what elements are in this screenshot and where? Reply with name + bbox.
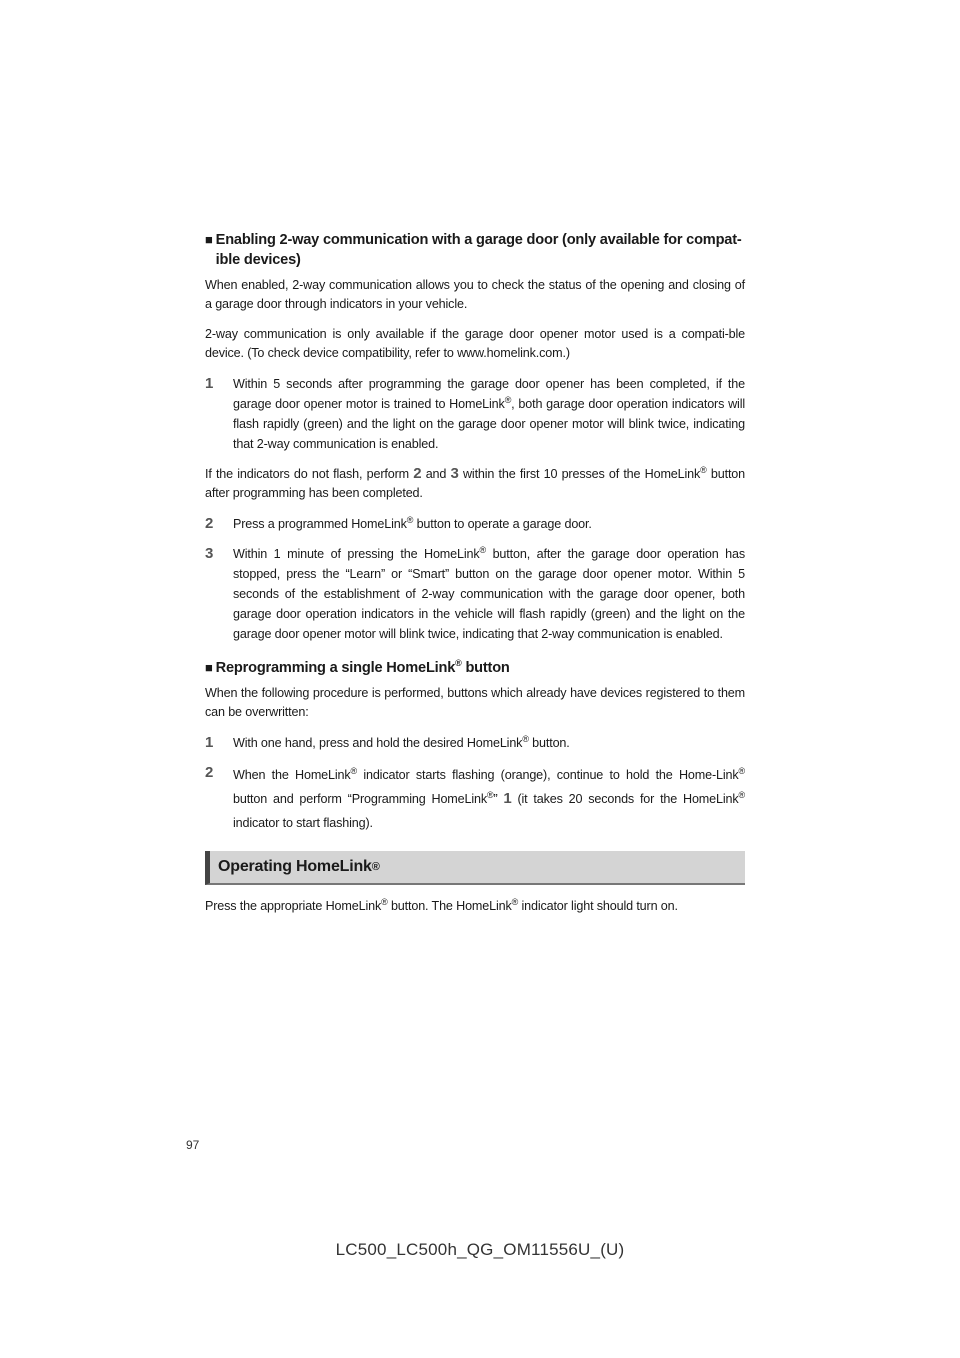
step-number: 2	[205, 515, 214, 532]
step-text: Within 5 seconds after programming the garage door opener has been completed, if the garage door opener motor is trained to HomeLink®, both garage door operation indicators will flash rapidly (green) and the light on the garage door opener motor will blink twice, indicating that 2-way communication is enabled.	[233, 377, 745, 451]
step-number: 1	[205, 734, 214, 751]
step-text: Within 1 minute of pressing the HomeLink® button, after the garage door operation has stopped, press the “Learn” or “Smart” button on the garage door opener motor. Within 5 seconds of the establishment of 2-way communication with the garage door opener, both garage door operation indicators in the vehicle will flash rapidly (green) and the light on the garage door opener motor will blink twice, indicating that 2-way communication is enabled.	[233, 544, 745, 641]
section-heading-reprogramming: ■ Reprogramming a single HomeLink® button	[205, 658, 510, 676]
square-bullet-icon: ■	[205, 660, 213, 675]
operating-homelink-header: Operating HomeLink ®	[205, 851, 745, 885]
step-text: With one hand, press and hold the desired HomeLink® button.	[233, 733, 570, 750]
paragraph-if-no-flash: If the indicators do not flash, perform 2 and 3 within the first 10 presses of the HomeLink® button after programming has been completed.	[205, 464, 746, 500]
page-number: 97	[186, 1138, 200, 1152]
step-1-reprogramming	[205, 733, 745, 753]
step-number: 1	[205, 375, 214, 392]
page-content	[205, 230, 745, 927]
paragraph-reprogramming-intro: When the following procedure is performed, buttons which already have devices registered to them can be overwritten:	[205, 686, 745, 719]
step-2-reprogramming	[205, 763, 745, 835]
step-text: Press a programmed HomeLink® button to operate a garage door.	[233, 514, 592, 531]
paragraph-operating: Press the appropriate HomeLink® button. The HomeLink® indicator light should turn on.	[205, 896, 678, 913]
section-heading-2way: ■ Enabling 2-way communication with a garage door (only available for compat-ible devices)	[205, 232, 742, 268]
step-number: 2	[205, 764, 214, 781]
paragraph-2way-compat: 2-way communication is only available if the garage door opener motor used is a compati-ble device. (To check device compatibility, refer to www.homelink.com.)	[205, 327, 745, 360]
step-2-2way	[205, 514, 745, 534]
step-number: 3	[205, 545, 214, 562]
step-1-2way	[205, 374, 745, 454]
square-bullet-icon: ■	[205, 232, 213, 247]
step-text: When the HomeLink® indicator starts flashing (orange), continue to hold the Home-Link® button and perform “Programming HomeLink®” 1 (it takes 20 seconds for the HomeLink® indicator to start flashing).	[233, 765, 745, 830]
step-3-2way	[205, 544, 745, 644]
paragraph-2way-intro: When enabled, 2-way communication allows you to check the status of the opening and closing of a garage door through indicators in your vehicle.	[205, 278, 745, 311]
footer-document-code: LC500_LC500h_QG_OM11556U_(U)	[335, 1240, 625, 1259]
